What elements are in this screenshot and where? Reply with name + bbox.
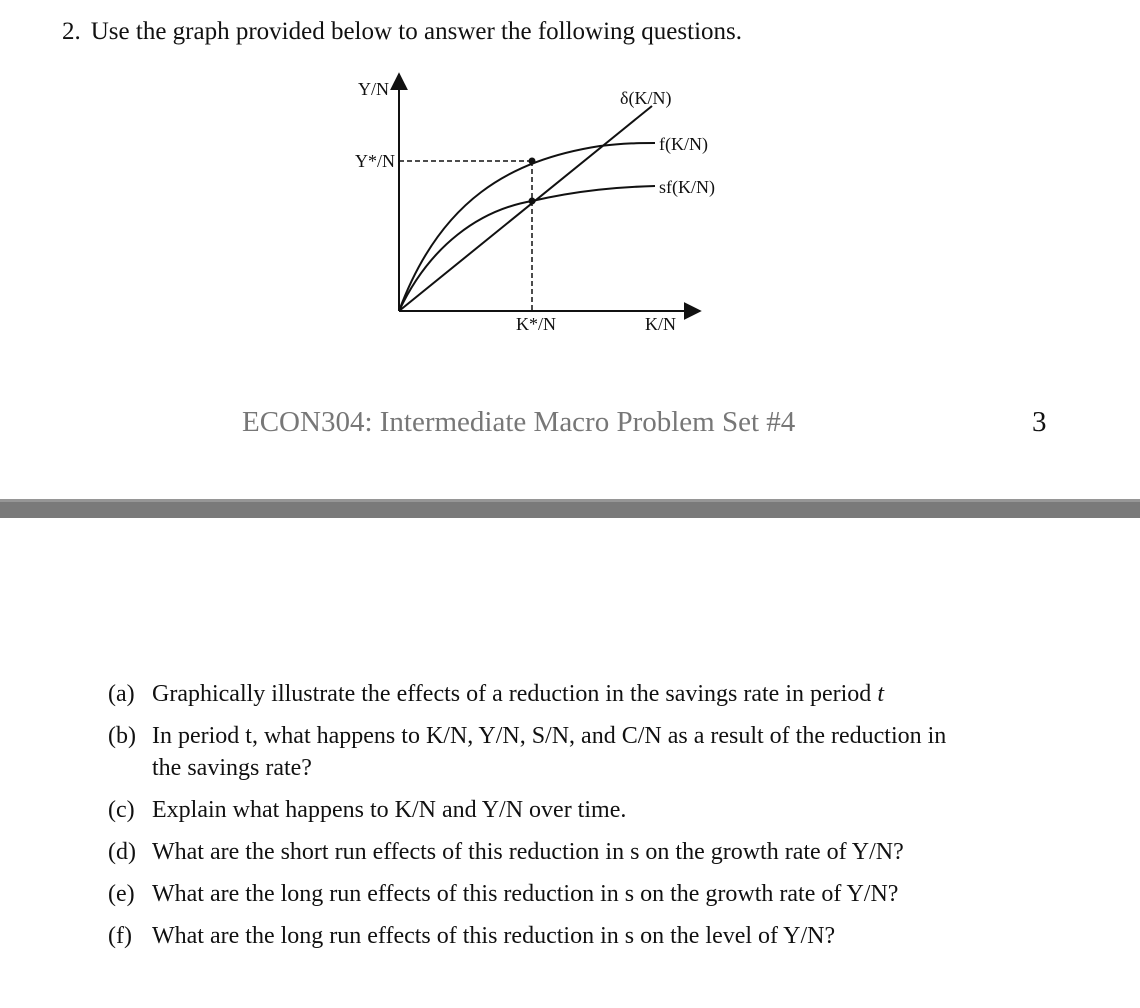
steady-state-point <box>529 198 536 205</box>
depreciation-label: δ(K/N) <box>620 88 672 108</box>
solow-growth-graph <box>0 0 1140 360</box>
subquestion-text-line2: the savings rate? <box>152 755 312 781</box>
subquestion-text: What are the short run effects of this reduction in s on the growth rate of Y/N? <box>152 839 904 865</box>
subquestion-label: (b) <box>108 723 136 749</box>
x-axis-label: K/N <box>645 314 676 334</box>
savings-curve <box>399 186 655 311</box>
y-star-label: Y*/N <box>355 151 395 171</box>
savings-label: sf(K/N) <box>659 177 715 197</box>
production-curve <box>399 143 655 311</box>
subquestion-c <box>108 794 626 826</box>
subquestion-d <box>108 836 904 868</box>
subquestion-f <box>108 920 835 952</box>
output-steady-state-point <box>529 158 536 165</box>
subquestion-text: Explain what happens to K/N and Y/N over time. <box>152 797 627 823</box>
subquestion-text-line1: In period t, what happens to K/N, Y/N, S/N, and C/N as a result of the reduction in <box>152 723 947 749</box>
question-number: 2. <box>62 18 81 45</box>
depreciation-line <box>399 106 652 311</box>
question-prompt: Use the graph provided below to answer the following questions. <box>90 18 743 45</box>
page-separator <box>0 499 1140 518</box>
subquestion-e <box>108 878 898 910</box>
subquestion-label: (f) <box>108 923 132 949</box>
subquestion-text: Graphically illustrate the effects of a reduction in the savings rate in period <box>152 681 878 707</box>
production-label: f(K/N) <box>659 134 708 154</box>
subquestion-label: (a) <box>108 681 135 707</box>
subquestion-label: (d) <box>108 839 136 865</box>
subquestion-text: What are the long run effects of this reduction in s on the growth rate of Y/N? <box>152 881 899 907</box>
k-star-label: K*/N <box>516 314 556 334</box>
subquestion-b <box>108 720 946 784</box>
subquestion-a <box>108 678 884 710</box>
subquestion-text: What are the long run effects of this reduction in s on the level of Y/N? <box>152 923 836 949</box>
subquestion-label: (e) <box>108 881 135 907</box>
subquestion-label: (c) <box>108 797 135 823</box>
subquestion-math: t <box>877 681 884 707</box>
page-number: 3 <box>1032 406 1047 438</box>
footer-title: ECON304: Intermediate Macro Problem Set #4 <box>242 406 796 438</box>
y-axis-label: Y/N <box>358 79 389 99</box>
